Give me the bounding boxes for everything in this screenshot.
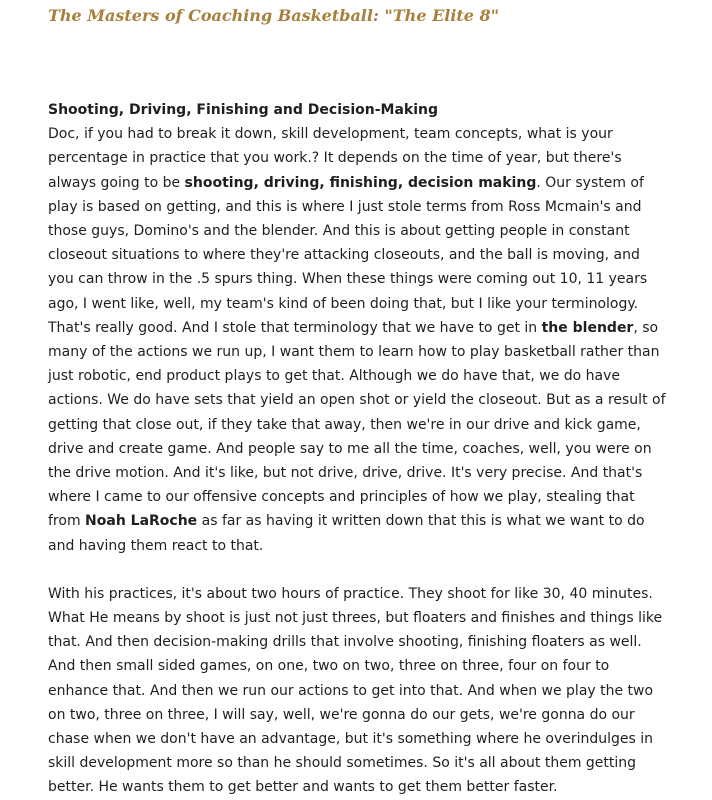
paragraph-2: With his practices, it's about two hours of practice. They shoot for like 30, 40 minutes. What He means by shoot is just not just threes, but floaters and finishes and things like that. And then decision-making drills that involve shooting, finishing floaters as well. And then small sided games, on one, two on two, three on three, four on four to enhance that. And then we run our actions to get into that. And when we play the two on two, three on three, I will say, well, we're gonna do our gets, we're gonna do our chase when we don't have an advantage, but it's something where he overindulges in skill development more so than he should sometimes. So it's all about them getting better. He wants them to get better and wants to get them better faster. — [48, 585, 663, 796]
paragraph-1-bold-1: shooting, driving, finishing, decision making — [184, 174, 537, 191]
paragraph-1-text-3: , so many of the actions we run up, I want them to learn how to play basketball rather than just robotic, end product plays to get that. Although we do have that, we do have actions. We do have sets that yield an open shot or yield the closeout. But as a result of getting that close out, if they take that away, then we're in our drive and kick game, drive and create game. And people say to me all the time, coaches, well, you were on the drive motion. And it's like, but not drive, drive, drive. It's very precise. And that's where I came to our offensive concepts and principles of how we play, stealing that from — [48, 319, 666, 530]
document-header-title: The Masters of Coaching Basketball: "The Elite 8" — [48, 6, 500, 25]
paragraph-1-text-4: as far as having it written down that this is what we want to do and having them react to that. — [48, 513, 645, 554]
paragraph-1-bold-2: the blender — [541, 319, 634, 336]
paragraph-1-bold-3: Noah LaRoche — [85, 513, 198, 530]
paragraph-1-text-1: Doc, if you had to break it down, skill development, team concepts, what is your percentage in practice that you work.? It depends on the time of year, but there's always going to be — [48, 126, 622, 191]
paragraph-1 — [48, 122, 668, 558]
paragraph-1-text-2: . Our system of play is based on getting, and this is where I just stole terms from Ross Mcmain's and those guys, Domino's and the blender. And this is about getting people in constant closeout situations to where they're attacking closeouts, and the ball is moving, and you can throw in the .5 spurs thing. When these things were coming out 10, 11 years ago, I went like, well, my team's kind of been doing that, but I like your terminology. That's really good. And I stole that terminology that we have to get in — [48, 174, 648, 336]
document-body — [48, 98, 668, 800]
section-heading: Shooting, Driving, Finishing and Decision-Making — [48, 102, 439, 118]
